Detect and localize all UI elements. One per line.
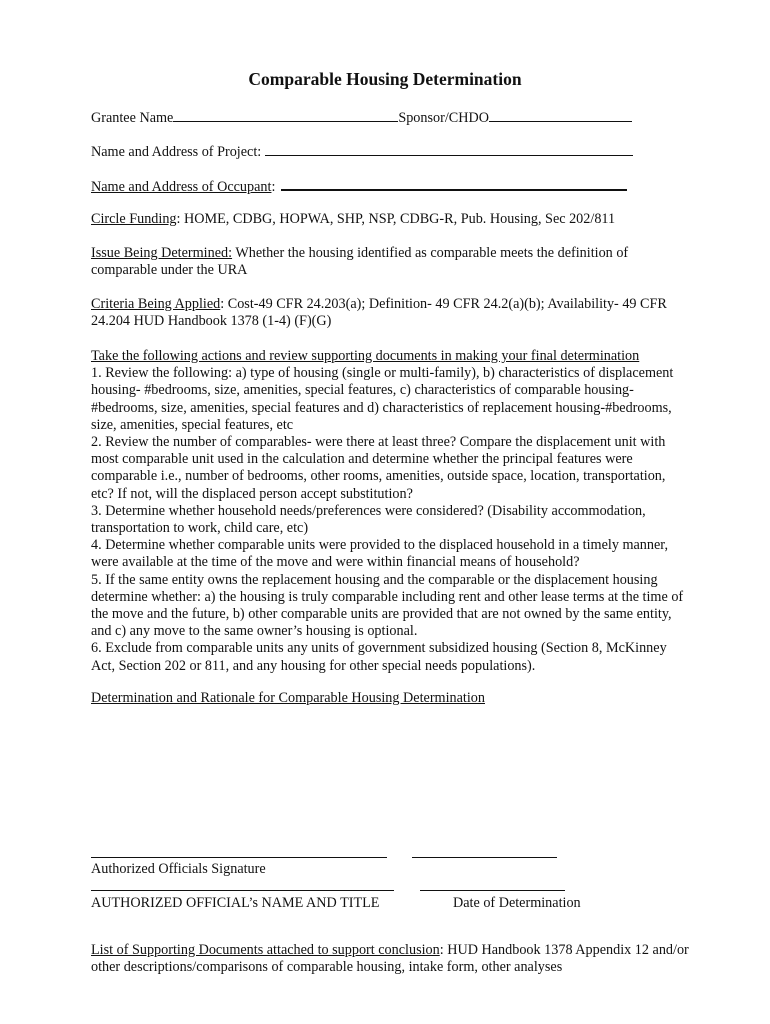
issue-label: Issue Being Determined: bbox=[91, 245, 233, 261]
occupant-label: Name and Address of Occupant bbox=[91, 179, 272, 195]
occupant-field[interactable] bbox=[281, 177, 627, 191]
actions-heading: Take the following actions and review supporting documents in making your final determination bbox=[91, 348, 640, 364]
occupant-suffix: : bbox=[271, 179, 276, 195]
grantee-row bbox=[91, 109, 632, 127]
date-label: Date of Determination bbox=[453, 895, 581, 911]
grantee-name-field[interactable] bbox=[173, 109, 398, 122]
project-field[interactable] bbox=[265, 143, 633, 156]
name-title-line[interactable] bbox=[91, 890, 394, 891]
issue-text: Whether the housing identified as comparable meets the definition of comparable under the URA bbox=[91, 245, 629, 279]
criteria-section bbox=[91, 296, 691, 330]
project-row bbox=[91, 143, 633, 161]
determination-heading: Determination and Rationale for Comparable Housing Determination bbox=[91, 690, 485, 706]
funding-row bbox=[91, 211, 615, 228]
occupant-row bbox=[91, 177, 627, 196]
sponsor-field[interactable] bbox=[489, 109, 632, 122]
page-title: Comparable Housing Determination bbox=[248, 69, 522, 89]
project-label: Name and Address of Project: bbox=[91, 144, 265, 160]
funding-label: Circle Funding bbox=[91, 211, 177, 227]
signature-date-line[interactable] bbox=[412, 857, 557, 858]
supporting-text: : HUD Handbook 1378 Appendix 12 and/or other descriptions/comparisons of comparable housing, intake form, other analyses bbox=[91, 942, 689, 976]
action-item: 3. Determine whether household needs/preferences were considered? (Disability accommodation, transportation to work, child care, etc) bbox=[91, 502, 646, 537]
grantee-label: Grantee Name bbox=[91, 110, 174, 126]
criteria-text: : Cost-49 CFR 24.203(a); Definition- 49 CFR 24.2(a)(b); Availability- 49 CFR 24.204 HUD Handbook 1378 (1-4) (F)(G) bbox=[91, 296, 667, 330]
name-title-label: AUTHORIZED OFFICIAL’s NAME AND TITLE bbox=[91, 895, 380, 911]
action-item: 1. Review the following: a) type of housing (single or multi-family), b) characteristics of displacement housing- #bedrooms, size, amenities, special features, c) characteristics of comparable housing-#bedrooms, size, amenities, special features and d) characteristics of replacement housing-#bedrooms, size, amenities, special features, etc bbox=[91, 365, 674, 433]
supporting-section bbox=[91, 942, 691, 976]
action-item: 6. Exclude from comparable units any units of government subsidized housing (Section 8, McKinney Act, Section 202 or 811, and any housing for other special needs populations). bbox=[91, 640, 667, 674]
action-item: 4. Determine whether comparable units were provided to the displaced household in a timely manner, were available at the time of the move and were within financial means of household? bbox=[91, 537, 668, 571]
criteria-label: Criteria Being Applied bbox=[91, 296, 221, 312]
action-item: 2. Review the number of comparables- were there at least three? Compare the displacement unit with most comparable unit used in the calculation and determine whether the principal features were comparable i.e., number of bedrooms, other rooms, amenities, outside space, location, transportation, etc? If not, will the displaced person accept substitution? bbox=[91, 434, 666, 502]
sponsor-label: Sponsor/CHDO bbox=[398, 110, 489, 126]
signature-label: Authorized Officials Signature bbox=[91, 861, 266, 877]
issue-section bbox=[91, 245, 691, 279]
actions-section bbox=[91, 348, 689, 675]
supporting-label: List of Supporting Documents attached to support conclusion bbox=[91, 942, 440, 958]
funding-options: : HOME, CDBG, HOPWA, SHP, NSP, CDBG-R, Pub. Housing, Sec 202/811 bbox=[176, 211, 616, 227]
action-item: 5. If the same entity owns the replacement housing and the comparable or the displacement housing determine whether: a) the housing is truly comparable including rent and other lease terms at the time of the move and the future, b) other comparable units are provided that are not owned by the same entity, and c) any move to the same owner’s housing is optional. bbox=[91, 571, 684, 640]
date-line[interactable] bbox=[420, 890, 565, 891]
determination-text-area[interactable] bbox=[91, 712, 689, 852]
signature-line[interactable] bbox=[91, 857, 387, 858]
